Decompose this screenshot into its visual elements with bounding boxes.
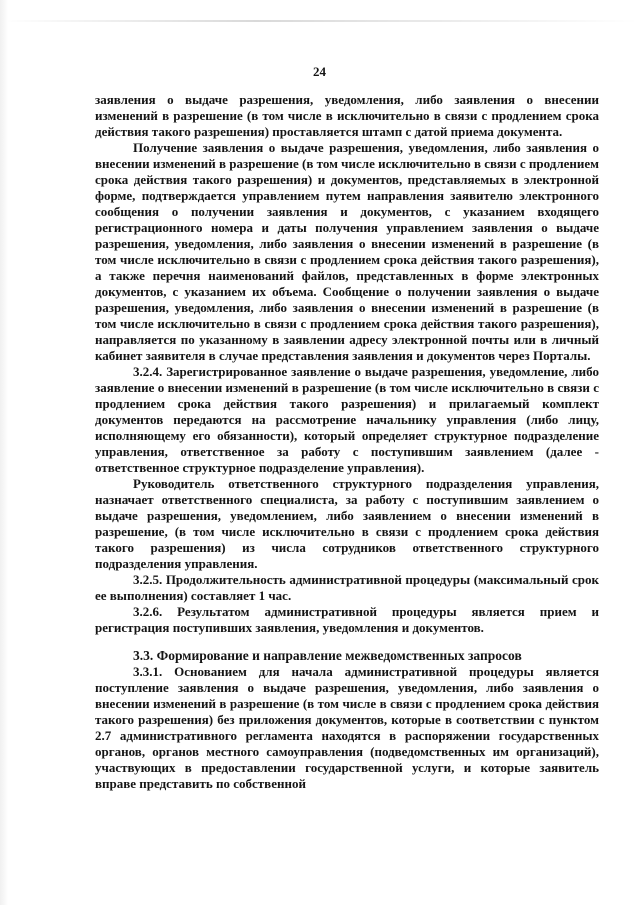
section-heading: 3.3. Формирование и направление межведомственных запросов xyxy=(133,648,522,663)
paragraph: 3.2.6. Результатом административной процедуры является прием и регистрация поступивших заявления, уведомления и документов. xyxy=(95,604,599,635)
scan-artifact xyxy=(0,20,639,22)
paragraph: заявления о выдаче разрешения, уведомления, либо заявления о внесении изменений в разрешение (в том числе в исключительно в связи с продлением срока действия такого разрешения) проставляется штамп с датой приема документа. xyxy=(95,92,599,139)
paragraph: 3.2.4. Зарегистрированное заявление о выдаче разрешения, уведомление, либо заявление о внесении изменений в разрешение (в том числе исключительно в связи с продлением срока действия такого разрешения) и прилагаемый комплект документов передаются на рассмотрение начальнику управления (либо лицу, исполняющему его обязанности), который определяет структурное подразделение управления, ответственное за работу с поступившим заявлением (далее - ответственное структурное подразделение управления). xyxy=(95,364,599,475)
paragraph: Руководитель ответственного структурного подразделения управления, назначает ответственного специалиста, за работу с поступившим заявлением о выдаче разрешения, уведомлением, либо заявлением о внесении изменений в разрешение, (в том числе исключительно в связи с продлением срока действия такого разрешения) из числа сотрудников ответственного структурного подразделения управления. xyxy=(95,476,599,571)
paragraph: 3.2.5. Продолжительность административной процедуры (максимальный срок ее выполнения) составляет 1 час. xyxy=(95,572,599,603)
paragraph: Получение заявления о выдаче разрешения, уведомления, либо заявления о внесении изменений в разрешение (в том числе исключительно в связи с продлением срока действия такого разрешения) и документов, представляемых в электронной форме, подтверждается управлением путем направления заявителю электронного сообщения о получении заявления и документов, с указанием входящего регистрационного номера и даты получения управлением заявления о выдаче разрешения, уведомления, либо заявления о внесении изменений в разрешение (в том числе исключительно в связи с продлением срока действия такого разрешения), а также перечня наименований файлов, представленных в форме электронных документов, с указанием их объема. Сообщение о получении заявления о выдаче разрешения, уведомления, либо заявления о внесении изменений в разрешение (в том числе исключительно в связи с продлением срока действия такого разрешения), направляется по указанному в заявлении адресу электронной почты или в личный кабинет заявителя в случае представления заявления и документов через Порталы. xyxy=(95,140,599,363)
paragraph: 3.3.1. Основанием для начала административной процедуры является поступление заявления о выдаче разрешения, уведомления, либо заявления о внесении изменений в разрешение (в том числе в связи с продлением срока действия такого разрешения) без приложения документов, которые в соответствии с пунктом 2.7 административного регламента находятся в распоряжении государственных органов, органов местного самоуправления (подведомственных им организаций), участвующих в предоставлении государственной услуги, и которые заявитель вправе представить по собственной xyxy=(95,664,599,791)
document-body xyxy=(95,92,599,792)
scan-shadow xyxy=(0,0,8,905)
page-number: 24 xyxy=(313,64,326,79)
